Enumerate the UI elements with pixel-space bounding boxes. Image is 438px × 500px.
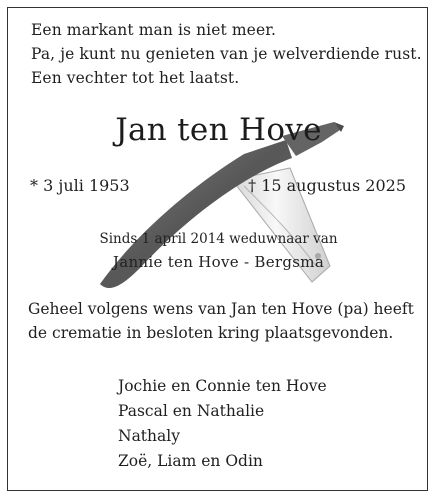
family-line-3: Nathaly <box>118 427 180 445</box>
deceased-name: Jan ten Hove <box>115 112 322 148</box>
death-date: † 15 augustus 2025 <box>248 176 406 195</box>
family-line-1: Jochie en Connie ten Hove <box>118 377 327 395</box>
notice-line-1: Geheel volgens wens van Jan ten Hove (pa) heeft <box>28 300 414 318</box>
intro-line-3: Een vechter tot het laatst. <box>31 69 240 87</box>
notice-line-2: de crematie in besloten kring plaatsgevonden. <box>28 324 394 342</box>
family-line-4: Zoë, Liam en Odin <box>118 452 263 470</box>
family-line-2: Pascal en Nathalie <box>118 402 265 420</box>
obituary-card <box>7 7 428 491</box>
spouse-name: Jannie ten Hove - Bergsma <box>112 253 325 271</box>
intro-line-2: Pa, je kunt nu genieten van je welverdiende rust. <box>31 45 422 63</box>
intro-line-1: Een markant man is niet meer. <box>31 21 277 39</box>
birth-date: * 3 juli 1953 <box>30 176 130 195</box>
widower-line: Sinds 1 april 2014 weduwnaar van <box>99 231 338 247</box>
